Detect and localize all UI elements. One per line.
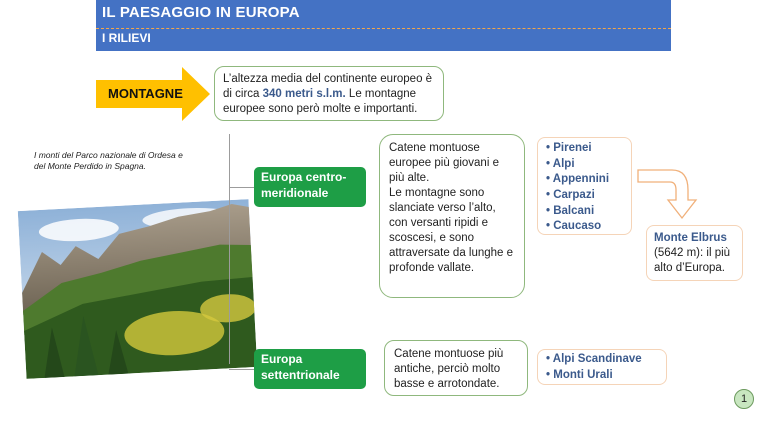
range-item: • Balcani bbox=[546, 204, 595, 217]
range-item: • Carpazi bbox=[546, 188, 595, 201]
intro-text-end: Le montagne europee sono però molte e importanti. bbox=[223, 87, 418, 115]
tree-connector-vertical bbox=[229, 134, 230, 364]
tree-connector-sett bbox=[229, 369, 255, 370]
montagne-arrow bbox=[96, 67, 210, 121]
range-item: • Alpi Scandinave bbox=[546, 353, 642, 365]
intro-highlight: 340 metri s.l.m. bbox=[262, 87, 346, 100]
intro-text-start: L’altezza media del continente europeo è di circa bbox=[223, 73, 433, 100]
slide-header bbox=[96, 0, 671, 51]
description-centro-meridionale: Catene montuose europee più giovani e più alte. Le montagne sono slanciate verso l’alto, con versanti ripidi e scoscesi, e sono attraversate da lunghe e profonde vallate. bbox=[379, 134, 525, 298]
slide-subtitle: I RILIEVI bbox=[102, 31, 151, 45]
branch-label-settentrionale: Europa settentrionale bbox=[254, 349, 366, 389]
curved-arrow bbox=[636, 166, 706, 222]
description-settentrionale: Catene montuose più antiche, perciò molto basse e arrotondate. bbox=[384, 340, 528, 396]
ranges-list-settentrionale bbox=[537, 349, 667, 385]
range-item: • Pirenei bbox=[546, 142, 592, 154]
highest-peak-box bbox=[646, 225, 743, 281]
tree-connector-centro bbox=[229, 187, 255, 188]
ranges-list-centro bbox=[537, 137, 632, 235]
arrow-label: MONTAGNE bbox=[108, 86, 183, 101]
branch-label-centro-meridionale: Europa centro-meridionale bbox=[254, 167, 366, 207]
range-item: • Caucaso bbox=[546, 220, 602, 233]
header-divider bbox=[96, 28, 671, 29]
peak-name: Monte Elbrus bbox=[654, 232, 727, 244]
intro-box bbox=[214, 66, 444, 121]
page-number: 1 bbox=[734, 389, 754, 409]
range-item: • Monti Urali bbox=[546, 368, 613, 381]
range-item: • Alpi bbox=[546, 157, 575, 170]
mountain-photo bbox=[18, 199, 257, 379]
peak-detail: (5642 m): il più alto d’Europa. bbox=[654, 246, 731, 274]
photo-caption: I monti del Parco nazionale di Ordesa e del Monte Perdido in Spagna. bbox=[34, 150, 183, 172]
slide-title: IL PAESAGGIO IN EUROPA bbox=[102, 4, 300, 21]
range-item: • Appennini bbox=[546, 173, 610, 186]
